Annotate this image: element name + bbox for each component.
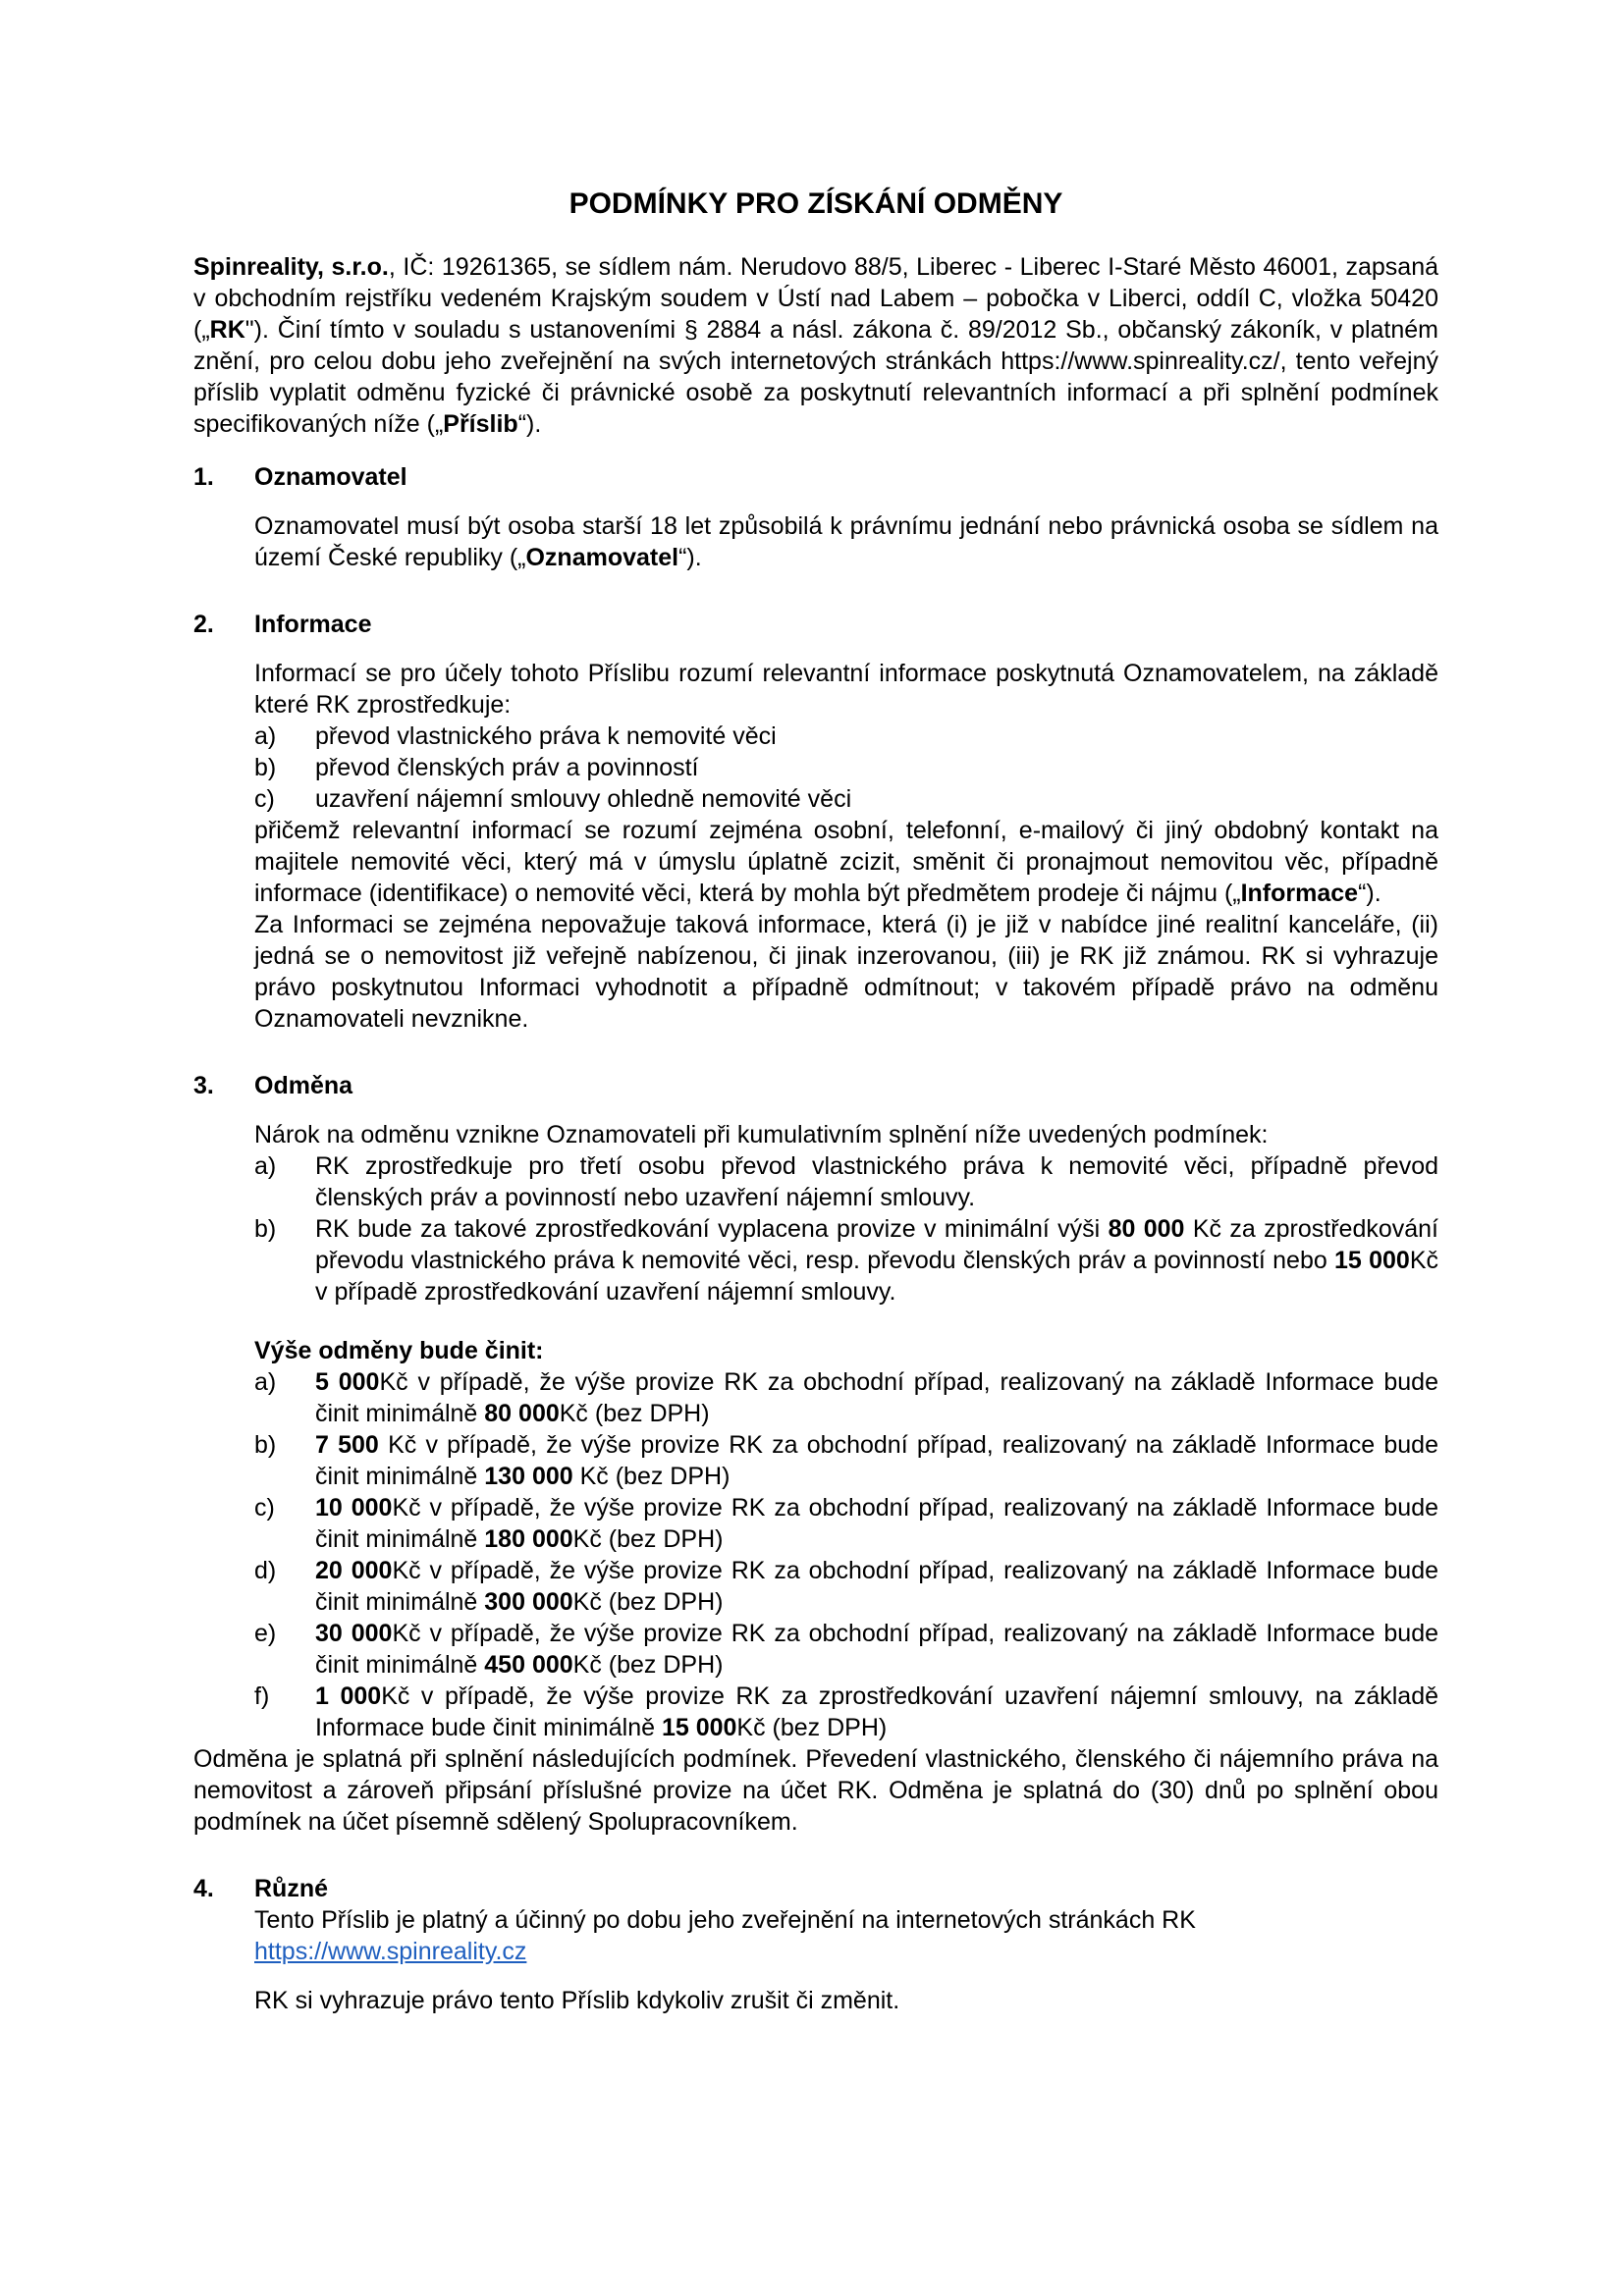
reward-item: a) 5 000Kč v případě, že výše provize RK za obchodní případ, realizovaný na základě Informace bude činit minimálně 80 000Kč (bez DPH): [254, 1368, 1438, 1427]
list-item: a) převod vlastnického práva k nemovité věci: [254, 722, 777, 750]
section-2-exclusions: Za Informaci se zejména nepovažuje taková informace, která (i) je již v nabídce jiné realitní kanceláře, (ii) jedná se o nemovitost již veřejně nabízenou, či jinak inzerovanou, (iii) je RK již známou. RK si vyhrazuje právo poskytnutou Informaci vyhodnotit a případně odmítnout; v takovém případě právo na odměnu Oznamovateli nevznikne.: [254, 911, 1438, 1033]
reward-item: b) 7 500 Kč v případě, že výše provize RK za obchodní případ, realizovaný na základě Informace bude činit minimálně 130 000 Kč (bez DPH): [254, 1431, 1438, 1490]
section-2-definition: přičemž relevantní informací se rozumí zejména osobní, telefonní, e-mailový či jiný obdobný kontakt na majitele nemovité věci, který má v úmyslu úplatně zcizit, směnit či pronajmout nemovitou věc, případně informace (identifikace) o nemovité věci, která by mohla být předmětem prodeje či nájmu („Informace“).: [254, 817, 1438, 907]
section-4-text: Tento Příslib je platný a účinný po dobu jeho zveřejnění na internetových stránkách RK: [254, 1906, 1196, 1934]
intro-paragraph: Spinreality, s.r.o., IČ: 19261365, se sídlem nám. Nerudovo 88/5, Liberec - Liberec I-Staré Město 46001, zapsaná v obchodním rejstříku vedeném Krajským soudem v Ústí nad Labem – pobočka v Liberci, oddíl C, vložka 50420 („RK"). Činí tímto v souladu s ustanoveními § 2884 a násl. zákona č. 89/2012 Sb., občanský zákoník, v platném znění, pro celou dobu jeho zveřejnění na svých internetových stránkách https://www.spinreality.cz/, tento veřejný příslib vyplatit odměnu fyzické či právnické osobě za poskytnutí relevantních informací a při splnění podmínek specifikovaných níže („Příslib“).: [193, 253, 1439, 438]
website-link[interactable]: https://www.spinreality.cz: [254, 1938, 527, 1965]
reward-item: e) 30 000Kč v případě, že výše provize RK za obchodní případ, realizovaný na základě Informace bude činit minimálně 450 000Kč (bez DPH): [254, 1620, 1438, 1679]
reward-item: c) 10 000Kč v případě, že výše provize RK za obchodní případ, realizovaný na základě Informace bude činit minimálně 180 000Kč (bez DPH): [254, 1494, 1438, 1553]
document-page: [193, 187, 1438, 2016]
section-2-intro: Informací se pro účely tohoto Příslibu rozumí relevantní informace poskytnutá Oznamovatelem, na základě které RK zprostředkuje:: [254, 660, 1438, 719]
section-2-list: [254, 721, 1438, 815]
list-item: c) uzavření nájemní smlouvy ohledně nemovité věci: [254, 785, 852, 813]
section-1-text: Oznamovatel musí být osoba starší 18 let způsobilá k právnímu jednání nebo právnická osoba se sídlem na území České republiky („Oznamovatel“).: [254, 512, 1438, 571]
section-4-heading: 4. Různé: [193, 1875, 328, 1902]
reward-heading: Výše odměny bude činit:: [254, 1337, 544, 1364]
reward-item: f) 1 000Kč v případě, že výše provize RK za zprostředkování uzavření nájemní smlouvy, na základě Informace bude činit minimálně 15 000Kč (bez DPH): [254, 1682, 1438, 1741]
list-item: b) převod členských práv a povinností: [254, 754, 699, 781]
company-name: Spinreality, s.r.o.: [193, 253, 389, 281]
document-title: PODMÍNKY PRO ZÍSKÁNÍ ODMĚNY: [568, 187, 1063, 220]
section-3-heading: 3. Odměna: [193, 1072, 353, 1099]
list-item: b) RK bude za takové zprostředkování vyplacena provize v minimální výši 80 000 Kč za zprostředkování převodu vlastnického práva k nemovité věci, resp. převodu členských práv a povinností nebo 15 000Kč v případě zprostředkování uzavření nájemní smlouvy.: [254, 1215, 1439, 1306]
reward-item: d) 20 000Kč v případě, že výše provize RK za obchodní případ, realizovaný na základě Informace bude činit minimálně 300 000Kč (bez DPH): [254, 1557, 1438, 1616]
section-2-heading: 2. Informace: [193, 611, 372, 638]
payment-terms: Odměna je splatná při splnění následujících podmínek. Převedení vlastnického, členského či nájemního práva na nemovitost a zároveň připsání příslušné provize na účet RK. Odměna je splatná do (30) dnů po splnění obou podmínek na účet písemně sdělený Spolupracovníkem.: [193, 1745, 1438, 1836]
section-4-note: RK si vyhrazuje právo tento Příslib kdykoliv zrušit či změnit.: [254, 1987, 900, 2014]
section-3-intro: Nárok na odměnu vznikne Oznamovateli při kumulativním splnění níže uvedených podmínek:: [254, 1121, 1269, 1148]
section-1-heading: 1. Oznamovatel: [193, 463, 407, 491]
reward-list: [193, 1366, 1438, 1743]
list-item: a) RK zprostředkuje pro třetí osobu převod vlastnického práva k nemovité věci, případně převod členských práv a povinností nebo uzavření nájemní smlouvy.: [254, 1152, 1438, 1211]
